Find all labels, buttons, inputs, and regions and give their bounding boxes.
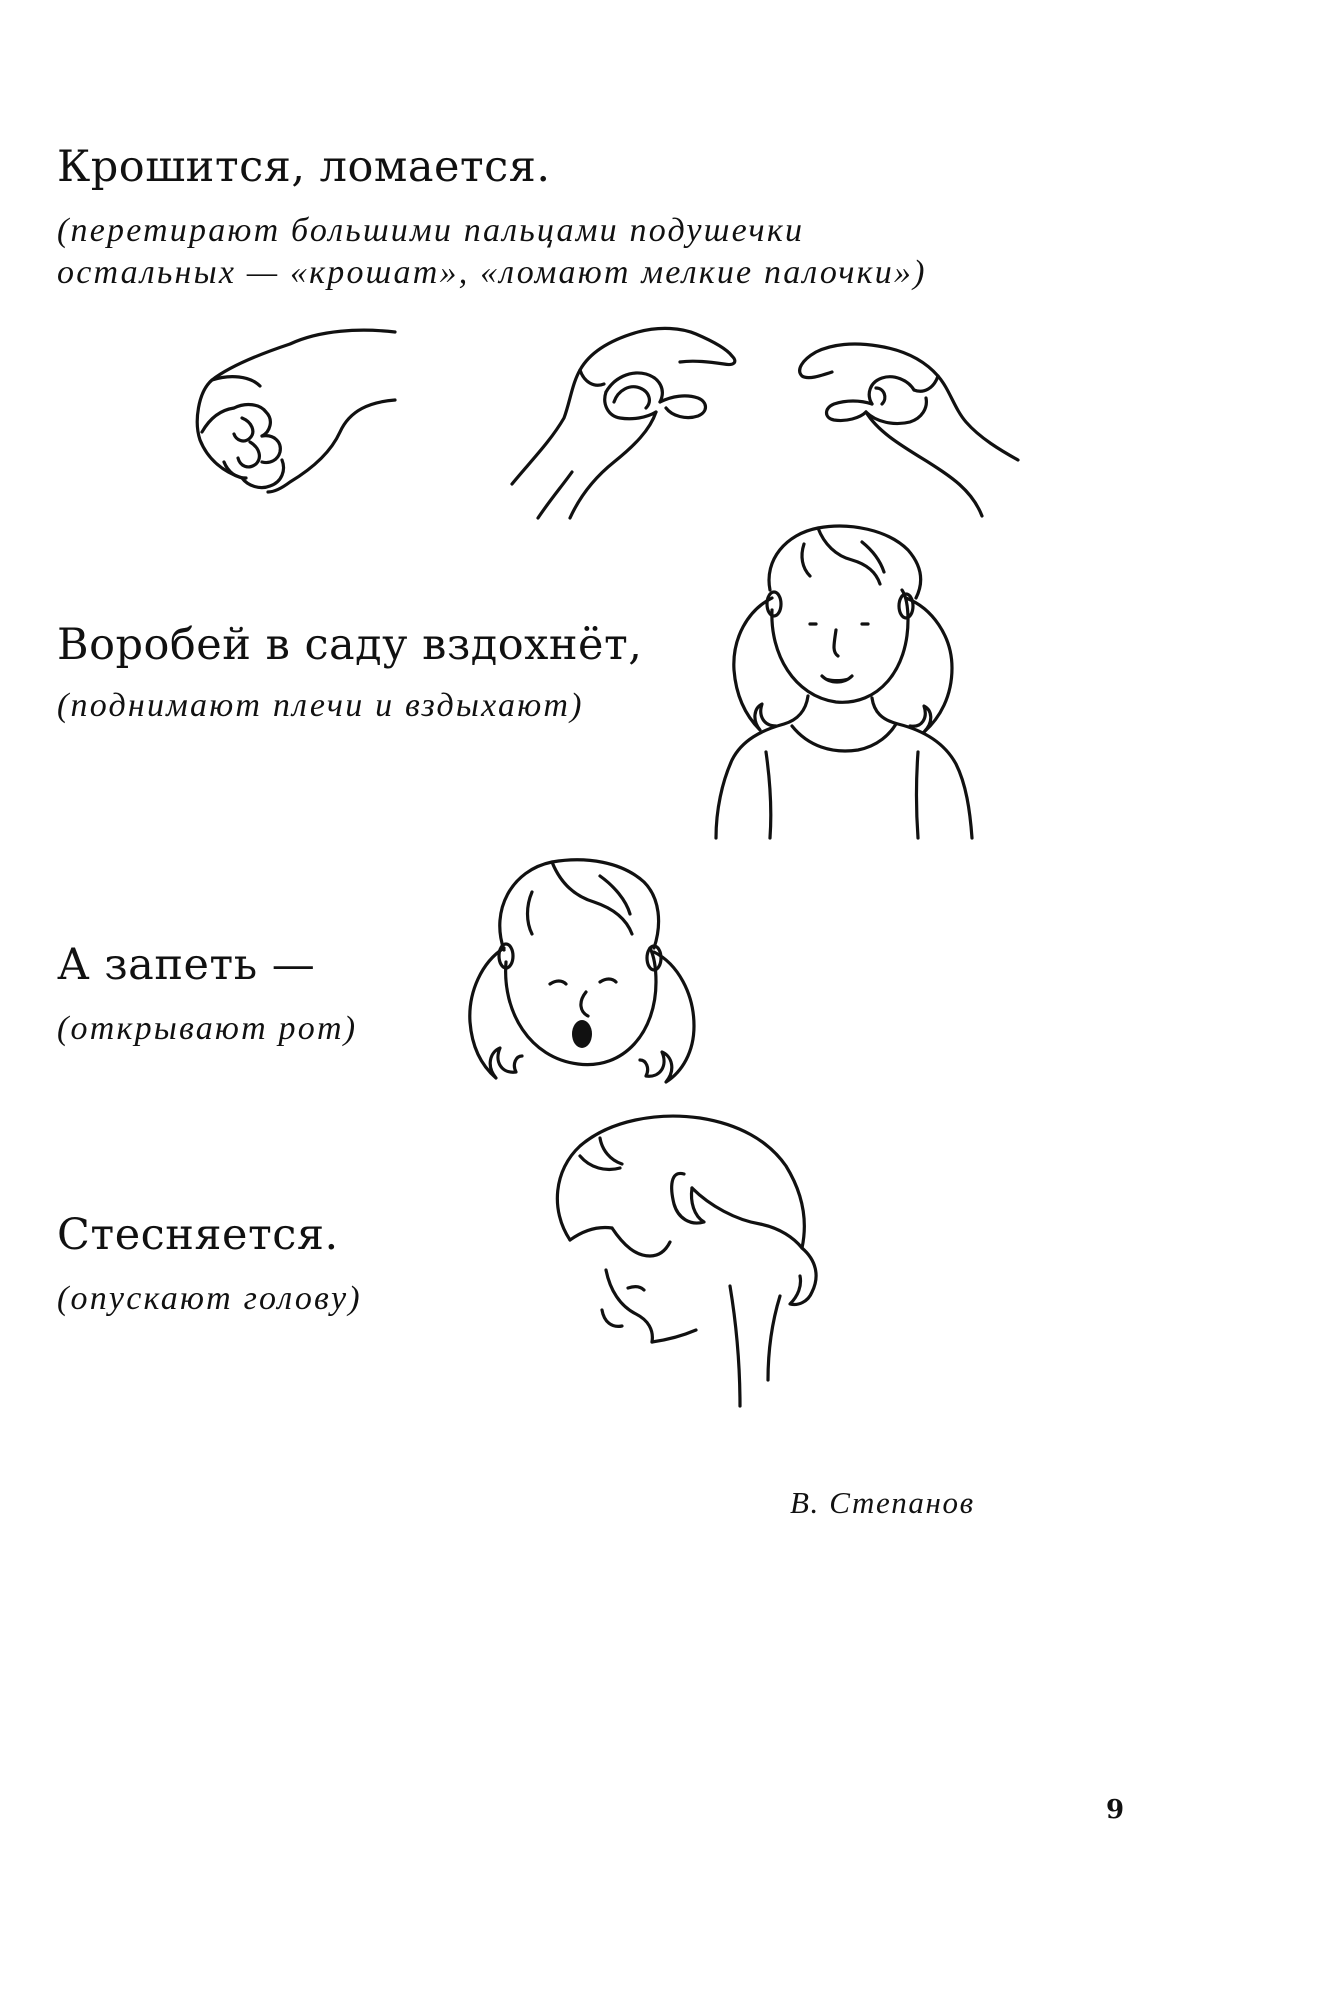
girl-lowering-head-illustration bbox=[540, 1110, 840, 1410]
verse-line-1: Крошится, ломается. bbox=[57, 142, 551, 192]
verse-line-2: Воробей в саду вздохнёт, bbox=[57, 620, 643, 670]
girl-singing-illustration bbox=[460, 852, 715, 1117]
instruction-2: (поднимают плечи и вздыхают) bbox=[57, 687, 584, 724]
instruction-3: (открывают рот) bbox=[57, 1010, 358, 1047]
pinching-hands-illustration bbox=[510, 322, 1020, 522]
instruction-1-line-1: (перетирают большими пальцами подушечки bbox=[57, 212, 805, 249]
author-signature: В. Степанов bbox=[790, 1485, 975, 1520]
instruction-1-line-2: остальных — «крошат», «ломают мелкие палочки») bbox=[57, 254, 927, 291]
page-number: 9 bbox=[1106, 1795, 1125, 1825]
verse-line-3: А запеть — bbox=[57, 940, 316, 990]
verse-line-4: Стесняется. bbox=[57, 1210, 339, 1260]
girl-shrugging-illustration bbox=[712, 520, 982, 840]
instruction-4: (опускают голову) bbox=[57, 1280, 362, 1317]
crumbling-fist-illustration bbox=[190, 322, 400, 502]
